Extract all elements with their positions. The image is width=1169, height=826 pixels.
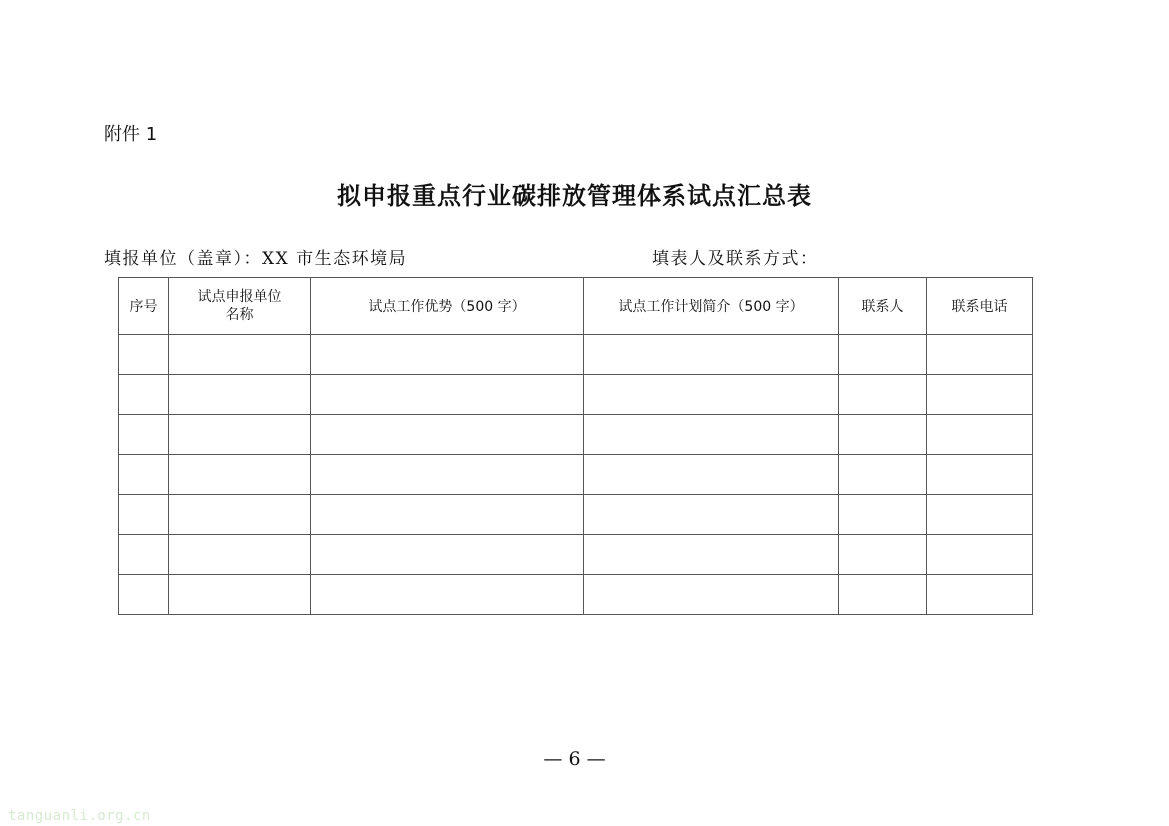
table-cell[interactable] (584, 495, 839, 535)
table-cell[interactable] (584, 415, 839, 455)
table-cell[interactable] (169, 575, 311, 615)
document-title: 拟申报重点行业碳排放管理体系试点汇总表 (337, 181, 812, 210)
table-row (119, 535, 1033, 575)
table-cell[interactable] (119, 375, 169, 415)
table-cell[interactable] (927, 415, 1033, 455)
table-cell[interactable] (584, 535, 839, 575)
table-cell[interactable] (584, 455, 839, 495)
contact-info-field: 填表人及联系方式： (652, 249, 819, 269)
table-row (119, 575, 1033, 615)
table-cell[interactable] (311, 415, 584, 455)
table-cell[interactable] (839, 455, 927, 495)
table-cell[interactable] (311, 455, 584, 495)
table-cell[interactable] (311, 575, 584, 615)
table-row (119, 375, 1033, 415)
table-cell[interactable] (839, 575, 927, 615)
table-cell[interactable] (927, 375, 1033, 415)
table-cell[interactable] (311, 335, 584, 375)
table-cell[interactable] (927, 335, 1033, 375)
table-cell[interactable] (169, 495, 311, 535)
table-cell[interactable] (927, 575, 1033, 615)
table-cell[interactable] (584, 375, 839, 415)
table-header-row (119, 278, 1033, 335)
table-cell[interactable] (119, 335, 169, 375)
watermark: tanguanli.org.cn (8, 808, 151, 824)
header-serial-number: 序号 (119, 278, 169, 335)
header-unit-name (169, 278, 311, 335)
table-cell[interactable] (927, 455, 1033, 495)
table-cell[interactable] (311, 535, 584, 575)
table-cell[interactable] (169, 535, 311, 575)
table-cell[interactable] (927, 495, 1033, 535)
header-advantages: 试点工作优势（500 字） (311, 278, 584, 335)
table-cell[interactable] (839, 375, 927, 415)
table-cell[interactable] (169, 415, 311, 455)
table-cell[interactable] (119, 455, 169, 495)
table-row (119, 495, 1033, 535)
table-cell[interactable] (839, 535, 927, 575)
table-cell[interactable] (169, 335, 311, 375)
table-cell[interactable] (119, 575, 169, 615)
header-work-plan: 试点工作计划简介（500 字） (584, 278, 839, 335)
table-cell[interactable] (119, 415, 169, 455)
table-body (119, 335, 1033, 615)
table-row (119, 455, 1033, 495)
summary-table (118, 277, 1033, 615)
table-cell[interactable] (839, 415, 927, 455)
header-unit-name-line1: 试点申报单位 (197, 289, 282, 305)
table-row (119, 415, 1033, 455)
table-cell[interactable] (311, 495, 584, 535)
attachment-label: 附件 1 (104, 124, 158, 145)
header-contact-phone: 联系电话 (927, 278, 1033, 335)
table-cell[interactable] (839, 335, 927, 375)
table-cell[interactable] (119, 495, 169, 535)
table-cell[interactable] (584, 335, 839, 375)
table-cell[interactable] (927, 535, 1033, 575)
table-cell[interactable] (119, 535, 169, 575)
header-contact-person: 联系人 (839, 278, 927, 335)
header-unit-name-line2: 名称 (225, 307, 254, 323)
reporting-unit-field: 填报单位（盖章）：XX 市生态环境局 (104, 249, 408, 269)
table-cell[interactable] (169, 455, 311, 495)
table-cell[interactable] (584, 575, 839, 615)
table-cell[interactable] (839, 495, 927, 535)
table-cell[interactable] (169, 375, 311, 415)
page-number: — 6 — (543, 748, 606, 770)
table-row (119, 335, 1033, 375)
table-cell[interactable] (311, 375, 584, 415)
